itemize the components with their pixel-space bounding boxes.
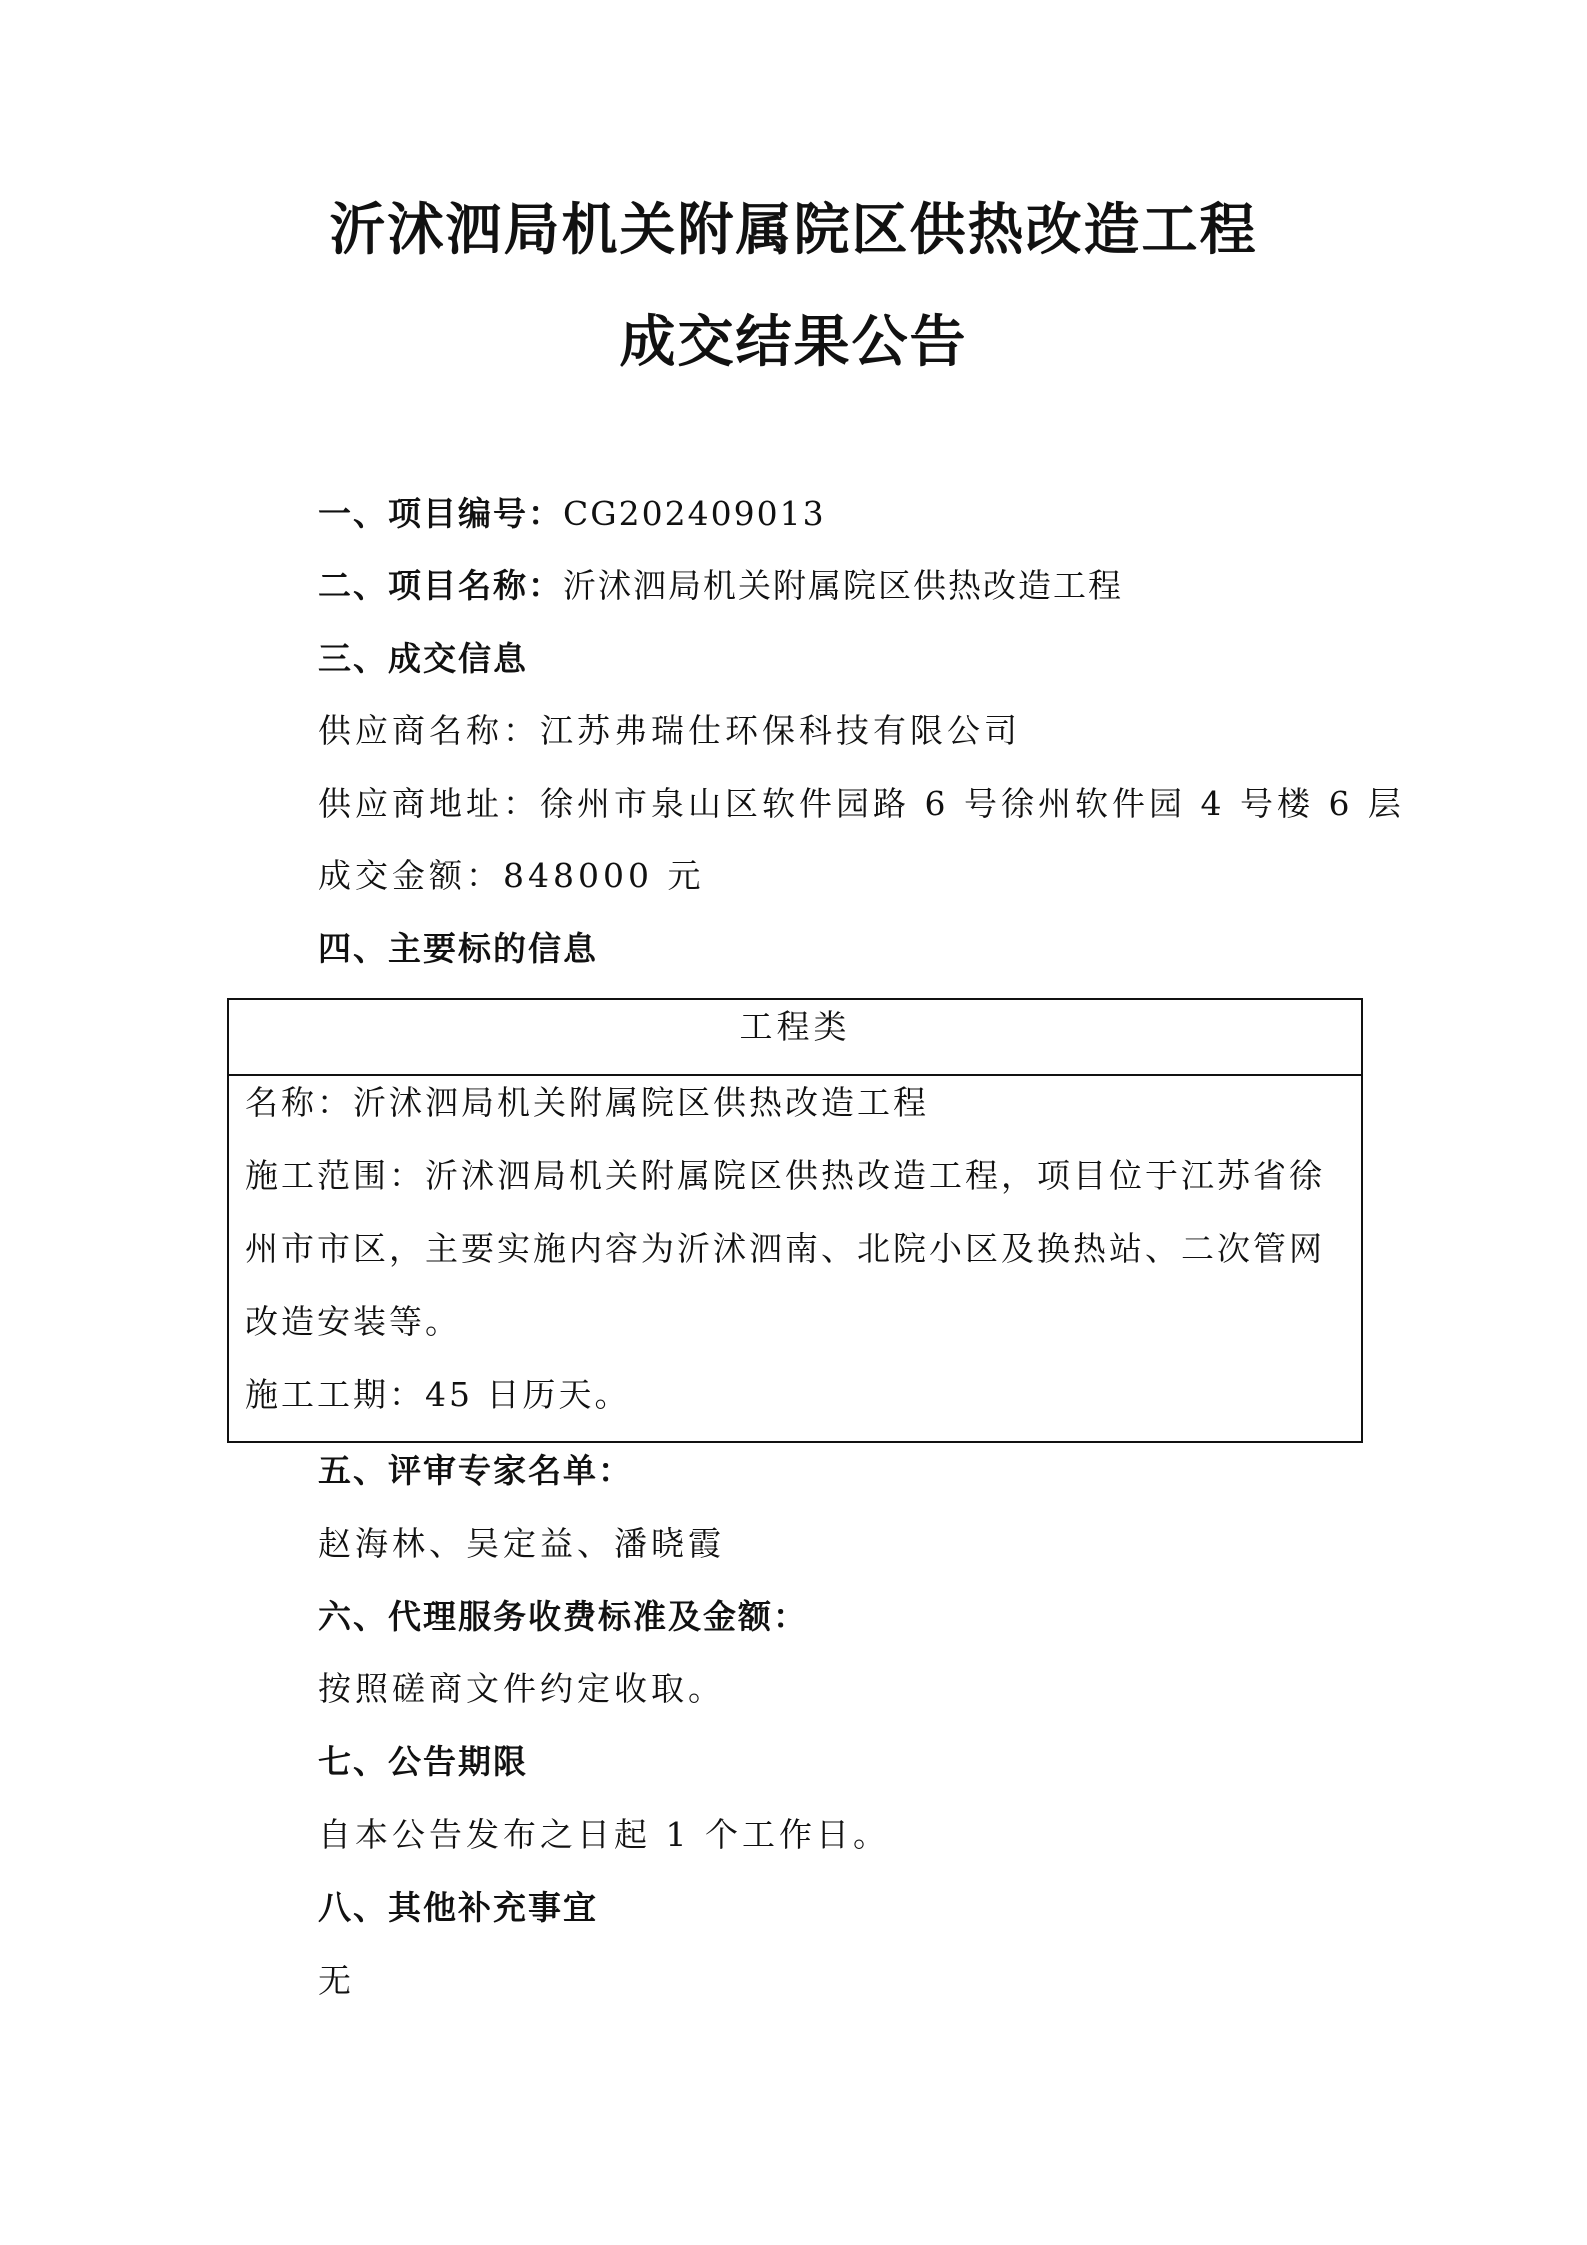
table-duration: 施工工期：45 日历天。	[245, 1375, 631, 1414]
project-number-label: 一、项目编号：	[318, 494, 563, 533]
supplier-name: 供应商名称：江苏弗瑞仕环保科技有限公司	[318, 711, 1021, 750]
main-subject-heading: 四、主要标的信息	[318, 929, 598, 968]
project-name-row	[318, 563, 1123, 609]
table-header-category: 工程类	[229, 1000, 1361, 1076]
agency-fee-text: 按照磋商文件约定收取。	[318, 1669, 725, 1708]
project-number-row	[318, 491, 826, 537]
announcement-subtitle: 成交结果公告	[619, 310, 968, 375]
supplier-address: 供应商地址：徐州市泉山区软件园路 6 号徐州软件园 4 号楼 6 层	[318, 784, 1405, 823]
agency-fee-heading: 六、代理服务收费标准及金额：	[318, 1597, 808, 1636]
other-matters-heading: 八、其他补充事宜	[318, 1888, 598, 1927]
deal-amount: 成交金额：848000 元	[318, 856, 705, 895]
expert-list-heading: 五、评审专家名单：	[318, 1451, 633, 1490]
table-project-name: 名称：沂沭泗局机关附属院区供热改造工程	[245, 1083, 929, 1122]
other-matters-text: 无	[318, 1961, 355, 2000]
announcement-title: 沂沭泗局机关附属院区供热改造工程	[329, 198, 1258, 263]
table-scope-line-1: 施工范围：沂沭泗局机关附属院区供热改造工程，项目位于江苏省徐	[245, 1156, 1325, 1195]
project-number-value: CG202409013	[563, 494, 826, 533]
subject-info-table	[227, 998, 1363, 1443]
deal-info-heading: 三、成交信息	[318, 639, 528, 678]
notice-period-heading: 七、公告期限	[318, 1742, 528, 1781]
table-scope-line-2: 州市市区，主要实施内容为沂沭泗南、北院小区及换热站、二次管网	[245, 1229, 1325, 1268]
notice-period-text: 自本公告发布之日起 1 个工作日。	[318, 1815, 890, 1854]
expert-list: 赵海林、吴定益、潘晓霞	[318, 1524, 725, 1563]
project-name-value: 沂沭泗局机关附属院区供热改造工程	[563, 566, 1123, 605]
table-scope-line-3: 改造安装等。	[245, 1302, 461, 1341]
project-name-label: 二、项目名称：	[318, 566, 563, 605]
